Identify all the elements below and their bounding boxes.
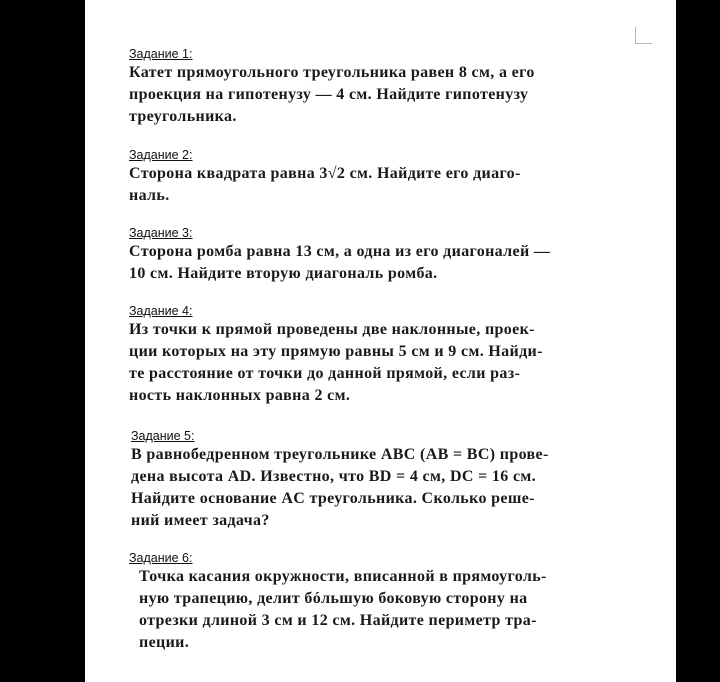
task-2	[129, 148, 634, 207]
task-6-line-4: пеции.	[139, 634, 190, 651]
task-2-text	[129, 163, 634, 207]
task-2-line-2: наль.	[129, 187, 170, 204]
task-4-text	[129, 319, 634, 407]
task-5-line-4: ний имеет задача?	[131, 512, 270, 529]
task-1-line-2: проекция на гипотенузу — 4 см. Найдите гипотенузу	[129, 86, 529, 103]
task-4-line-3: те расстояние от точки до данной прямой, если раз-	[129, 365, 521, 382]
task-5-text	[131, 444, 636, 532]
task-1-text	[129, 62, 634, 128]
task-4-line-1: Из точки к прямой проведены две наклонные, проек-	[129, 321, 535, 338]
task-5-label: Задание 5:	[131, 429, 195, 443]
task-4-line-4: ность наклонных равна 2 см.	[129, 387, 351, 404]
task-1-line-3: треугольника.	[129, 108, 237, 125]
task-1	[129, 47, 634, 128]
task-5	[131, 429, 636, 532]
task-5-line-3: Найдите основание AC треугольника. Сколько реше-	[131, 490, 535, 507]
task-4-line-2: ции которых на эту прямую равны 5 см и 9 см. Найди-	[129, 343, 543, 360]
task-5-line-2: дена высота AD. Известно, что BD = 4 см, DC = 16 см.	[131, 468, 537, 485]
task-1-line-1: Катет прямоугольного треугольника равен 8 см, а его	[129, 64, 535, 81]
task-3-text	[129, 241, 634, 285]
page-corner-mark	[635, 27, 652, 44]
task-6-line-1: Точка касания окружности, вписанной в прямоуголь-	[139, 568, 547, 585]
task-1-label: Задание 1:	[129, 47, 193, 61]
task-3-label: Задание 3:	[129, 226, 193, 240]
task-2-label: Задание 2:	[129, 148, 193, 162]
task-5-line-1: В равнобедренном треугольнике ABC (AB = BC) прове-	[131, 446, 549, 463]
task-3-line-2: 10 см. Найдите вторую диагональ ромба.	[129, 265, 438, 282]
task-3	[129, 226, 634, 285]
task-6-text	[129, 566, 634, 654]
task-6-line-3: отрезки длиной 3 см и 12 см. Найдите периметр тра-	[139, 612, 537, 629]
task-2-line-1: Сторона квадрата равна 3√2 см. Найдите его диаго-	[129, 165, 521, 182]
task-4	[129, 304, 634, 407]
task-4-label: Задание 4:	[129, 304, 193, 318]
task-6-label: Задание 6:	[129, 551, 193, 565]
task-6-line-2: ную трапецию, делит бóльшую боковую сторону на	[139, 590, 528, 607]
task-6	[129, 551, 634, 654]
task-3-line-1: Сторона ромба равна 13 см, а одна из его диагоналей —	[129, 243, 551, 260]
